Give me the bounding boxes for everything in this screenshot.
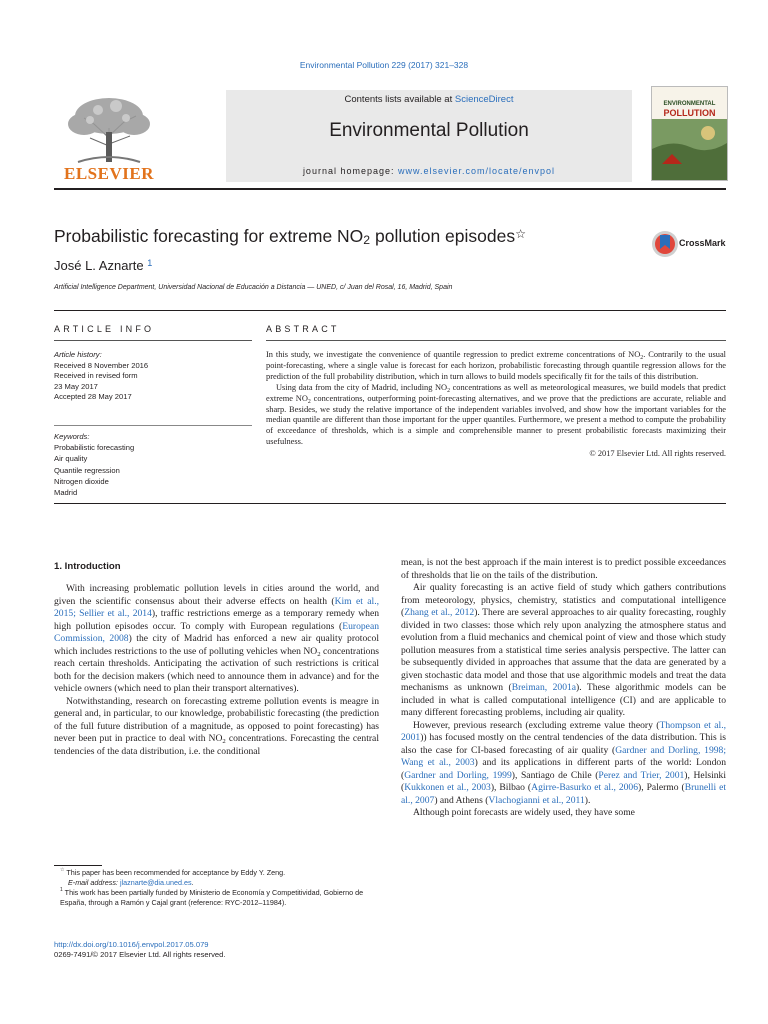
intro-paragraph: With increasing problematic pollution levels in cities around the world, and given the scientific consensus about their adverse effects on health (Kim et al., 2015; Sellier et al., 2014), traffic restrictions emerge as a temporary remedy when high pollution episodes occur. To comply with European regulations (European Commission, 2008) the city of Madrid has enforced a new air quality protocol which includes restrictions to the use of polluting vehicles when $NO_2$ concentrations reach certain thresholds. Anticipating the activation of such restrictions is critical both for the decision makers (which need to announce them in advance) and for the vehicle owners (which need to plan their transport alternatives). bbox=[54, 583, 379, 694]
reference-link[interactable]: Agirre-Basurko et al., 2006 bbox=[531, 782, 639, 793]
doi-block bbox=[54, 940, 379, 960]
doi-link[interactable]: http://dx.doi.org/10.1016/j.envpol.2017.05.079 bbox=[54, 940, 209, 949]
keyword-item: Probabilistic forecasting bbox=[54, 443, 135, 453]
history-accepted: Accepted 28 May 2017 bbox=[54, 392, 132, 402]
homepage-link[interactable]: www.elsevier.com/locate/envpol bbox=[398, 166, 556, 176]
journal-citation-link[interactable]: Environmental Pollution 229 (2017) 321–328 bbox=[299, 60, 469, 70]
reference-link[interactable]: Thompson et al., 2001 bbox=[401, 719, 727, 743]
body-column-right bbox=[401, 557, 726, 820]
intro-paragraph: However, previous research (excluding extreme value theory (Thompson et al., 2001)) has focused mostly on the central tendencies of the data distribution. This is also the case for CI-based forecasting of air quality (Gardner and Dorling, 1998; Wang et al., 2003) and its applications in different parts of the world: London (Gardner and Dorling, 1999), Santiago de Chile (Perez and Trier, 2001), Helsinki (Kukkonen et al., 2003), Bilbao (Agirre-Basurko et al., 2006), Palermo (Brunelli et al., 2007) and Athens (Vlachogianni et al., 2011). bbox=[401, 719, 727, 806]
reference-link[interactable]: Brunelli et al., 2007 bbox=[401, 782, 727, 806]
reference-link[interactable]: Gardner and Dorling, 1998; Wang et al., 2003 bbox=[401, 744, 726, 768]
reference-link[interactable]: Breiman, 2001a bbox=[511, 682, 577, 693]
affiliation-rule bbox=[54, 310, 726, 311]
author-affiliation: Artificial Intelligence Department, Universidad Nacional de Educación a Distancia — UNED, c/ Juan del Rosal, 16, Madrid, Spain bbox=[54, 284, 453, 291]
footnotes bbox=[54, 868, 379, 908]
keywords-rule bbox=[54, 425, 252, 426]
journal-homepage: journal homepage: www.elsevier.com/locate/envpol bbox=[302, 166, 556, 176]
intro-paragraph: Notwithstanding, research on forecasting extreme pollution events is meagre in general and, in particular, to our knowledge, probabilistic forecasting (the prediction of the full future distribution of a magnitude, as opposed to point forecasting) has never been put in practice to deal with $NO_2$ concentrations. Forecasting the central tendencies of the data distribution, i.e. the conditional bbox=[54, 695, 379, 757]
abstract-paragraph-2: Using data from the city of Madrid, including $NO_2$ concentrations as well as meteorological measures, we build models that predict extreme $NO_2$ concentrations, outperforming point-forecasting alternatives, and we prove that the predictions are accurate, reliable and sharp. Besides, we study the relative importance of the independent variables involved, and show how the important variables for the median quantile are different than those important for the upper quantiles. Furthermore, we present a method to compute the probability of exceedance of thresholds, which is a simple and comprehensible manner to present probabilistic forecasts maximizing their usefulness. bbox=[266, 382, 726, 447]
elsevier-wordmark: ELSEVIER bbox=[64, 164, 154, 183]
contents-line: Contents lists available at ScienceDirect bbox=[344, 94, 514, 105]
journal-title: Environmental Pollution bbox=[329, 120, 529, 141]
keyword-item: Quantile regression bbox=[54, 465, 120, 475]
history-received: Received 8 November 2016 bbox=[54, 360, 149, 370]
body-column-left bbox=[54, 583, 379, 758]
header-rule bbox=[54, 188, 726, 190]
abstract-heading: ABSTRACT bbox=[266, 324, 340, 334]
section-heading-introduction: 1. Introduction bbox=[54, 561, 121, 572]
issn-rights: 0269-7491/© 2017 Elsevier Ltd. All rights reserved. bbox=[54, 950, 226, 959]
reference-link[interactable]: Gardner and Dorling, 1999 bbox=[404, 769, 512, 781]
keyword-item: Madrid bbox=[54, 488, 78, 498]
footnote-rule bbox=[54, 865, 102, 866]
email-link[interactable]: jlaznarte@dia.uned.es bbox=[119, 878, 192, 887]
author-footnote-mark[interactable]: 1 bbox=[147, 258, 153, 268]
cover-image bbox=[652, 119, 727, 180]
footnote-recommendation: ☆ This paper has been recommended for acceptance by Eddy Y. Zeng. bbox=[60, 867, 286, 877]
title-footnote-mark[interactable]: ☆ bbox=[515, 227, 527, 241]
reference-link[interactable]: Zhang et al., 2012 bbox=[404, 607, 475, 618]
intro-paragraph: Air quality forecasting is an active field of study which gathers contributions from meteorology, physics, chemistry, statistics and computational intelligence (Zhang et al., 2012). There are several approaches to air quality forecasting, roughly divided in two classes: those which rely upon analyzing the atmosphere status and evolution from a fluid mechanics and chemical point of view and those which study pollution measures from a statistical time series analysis perspective. The latter can be subsequently divided in approaches that assume that the data are generated by a given stochastic data model and those that use algorithmic models and treat the data mechanisms as unknown (Breiman, 2001a). These algorithmic models can be included in what is called computational intelligence (CI) and are applicable to many different forecasting problems, including air quality. bbox=[401, 582, 726, 718]
reference-link[interactable]: European Commission, 2008 bbox=[54, 620, 379, 644]
keyword-item: Air quality bbox=[54, 454, 88, 464]
sciencedirect-link[interactable]: ScienceDirect bbox=[454, 94, 514, 105]
journal-cover-thumbnail[interactable] bbox=[651, 86, 728, 181]
abstract-body bbox=[266, 350, 726, 460]
reference-link[interactable]: Perez and Trier, 2001 bbox=[598, 769, 685, 781]
article-info-heading: ARTICLE INFO bbox=[54, 324, 155, 334]
reference-link[interactable]: Vlachogianni et al., 2011 bbox=[488, 794, 585, 806]
keywords-label: Keywords: bbox=[54, 432, 90, 441]
crossmark-label: CrossMark bbox=[679, 238, 726, 248]
footnote-funding: $^1$ This work has been partially funded by Ministerio de Economía y Competitividad, Gobierno de España, through a Ramón y Cajal grant (reference: RYC-2012–11984). bbox=[60, 887, 364, 907]
intro-paragraph: mean, is not the best approach if the main interest is to predict possible exceedances of thresholds that lie on the tails of the distribution. bbox=[401, 557, 726, 581]
abstract-paragraph-1: In this study, we investigate the convenience of quantile regression to predict extreme concentrations of $NO_2$. Contrarily to the usual point-forecasting, where a single value is forecast for each horizon, probabilistic forecasting through quantile regression allows for the prediction of the full probability distribution, which in turn allows to build models specifically fit for the tails of this distribution. bbox=[266, 350, 726, 381]
keyword-item: Nitrogen dioxide bbox=[54, 476, 109, 486]
abstract-bottom-rule bbox=[54, 503, 726, 504]
cover-line1: ENVIRONMENTAL bbox=[663, 101, 716, 107]
paper-title: Probabilistic forecasting for extreme $NO_2$ pollution episodes☆ bbox=[54, 226, 527, 247]
abstract-rule bbox=[266, 340, 726, 341]
reference-link[interactable]: Kukkonen et al., 2003 bbox=[404, 782, 491, 793]
article-info-rule bbox=[54, 340, 252, 341]
footnote-email: E-mail address: jlaznarte@dia.uned.es. bbox=[68, 878, 194, 887]
cover-line2: POLLUTION bbox=[663, 108, 716, 118]
intro-paragraph: Although point forecasts are widely used, they have some bbox=[413, 807, 635, 818]
reference-link[interactable]: Kim et al., 2015; Sellier et al., 2014 bbox=[54, 595, 379, 619]
history-label: Article history: bbox=[54, 350, 102, 359]
abstract-copyright: © 2017 Elsevier Ltd. All rights reserved. bbox=[589, 449, 726, 459]
history-revised-label: Received in revised form bbox=[54, 371, 138, 381]
journal-header-band bbox=[226, 90, 632, 182]
article-history bbox=[54, 350, 252, 403]
author-name: José L. Aznarte $^1$ bbox=[54, 258, 153, 273]
history-revised-date: 23 May 2017 bbox=[54, 381, 98, 391]
keywords-block bbox=[54, 431, 252, 498]
